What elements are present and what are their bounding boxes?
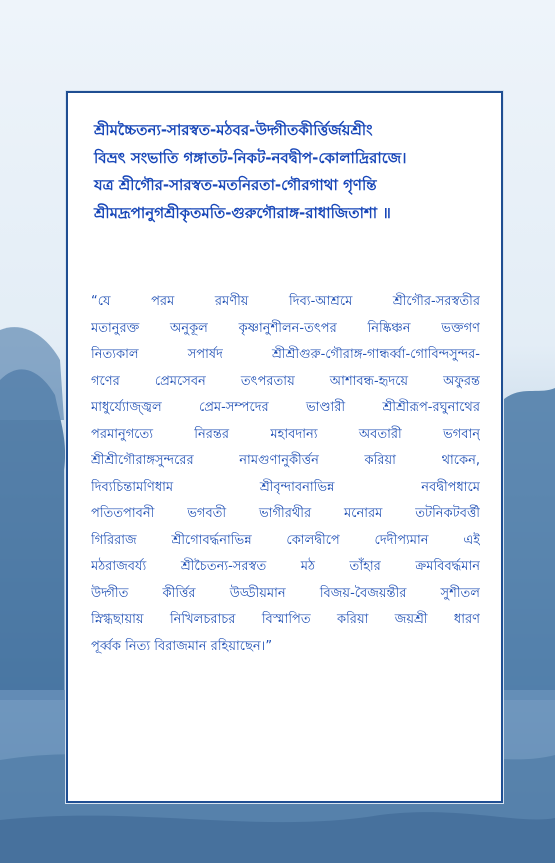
- bengali-prose: [91, 289, 480, 660]
- prose-line: উদ্গীত কীর্ত্তির উড্ডীয়মান বিজয়-বৈজয়ন্তীর সুশীতল: [91, 585, 480, 601]
- sanskrit-verse: [94, 117, 484, 227]
- prose-line: মতানুরক্ত অনুকূল কৃষ্ণানুশীলন-তৎপর নিষ্কিঞ্চন ভক্তগণ: [91, 320, 480, 336]
- prose-line: নিত্যকাল সপার্ষদ শ্রীশ্রীগুরু-গৌরাঙ্গ-গান্ধর্ব্বা-গোবিন্দসুন্দর-: [91, 347, 480, 362]
- verse-line: শ্রীমদ্রূপানুগশ্রীকৃতমতি-গুরুগৌরাঙ্গ-রাধাজিতাশা ॥: [94, 203, 391, 222]
- text-panel: [66, 91, 503, 803]
- prose-line: শ্রীশ্রীগৌরাঙ্গসুন্দরের নামগুণানুকীর্ত্তন করিয়া থাকেন,: [91, 453, 480, 468]
- prose-line: পূর্ব্বক নিত্য বিরাজমান রহিয়াছেন।”: [91, 638, 273, 654]
- prose-line: স্নিগ্ধছায়ায় নিখিলচরাচর বিস্মাপিত করিয়া জয়শ্রী ধারণ: [91, 612, 480, 627]
- verse-line: যত্র শ্রীগৌর-সারস্বত-মতনিরতা-গৌরগাথা গৃণন্তি: [94, 176, 377, 194]
- prose-line: মঠরাজবর্য্য শ্রীচৈতন্য-সরস্বত মঠ তাঁহার ক্রমবিবর্দ্ধমান: [91, 559, 480, 574]
- prose-line: দিব্যচিন্তামণিধাম শ্রীবৃন্দাবনাভিন্ন নবদ্বীপধামে: [91, 479, 480, 495]
- prose-line: পরমানুগত্যে নিরন্তর মহাবদান্য অবতারী ভগবান্: [91, 426, 480, 442]
- prose-line: “যে পরম রমণীয় দিব্য-আশ্রমে শ্রীগৌর-সরস্বতীর: [91, 294, 480, 309]
- prose-line: গিরিরাজ শ্রীগোবর্দ্ধনাভিন্ন কোলদ্বীপে দেদীপ্যমান এই: [91, 532, 480, 548]
- verse-line: বিভ্রৎ সংভাতি গঙ্গাতট-নিকট-নবদ্বীপ-কোলাদ্রিরাজে।: [94, 148, 407, 167]
- verse-line: শ্রীমচ্চৈতন্য-সারস্বত-মঠবর-উদ্গীতকীর্ত্তির্জয়শ্রীং: [94, 121, 373, 139]
- prose-line: পতিতপাবনী ভগবতী ভাগীরথীর মনোরম তটনিকটবর্ত্তী: [91, 506, 480, 521]
- prose-line: মাধুর্য্যোজ্জ্বল প্রেম-সম্পদের ভাণ্ডারী শ্রীশ্রীরূপ-রঘুনাথের: [91, 400, 480, 415]
- prose-line: গণের প্রেমসেবন তৎপরতায় আশাবন্ধ-হৃদয়ে অফুরন্ত: [91, 373, 480, 389]
